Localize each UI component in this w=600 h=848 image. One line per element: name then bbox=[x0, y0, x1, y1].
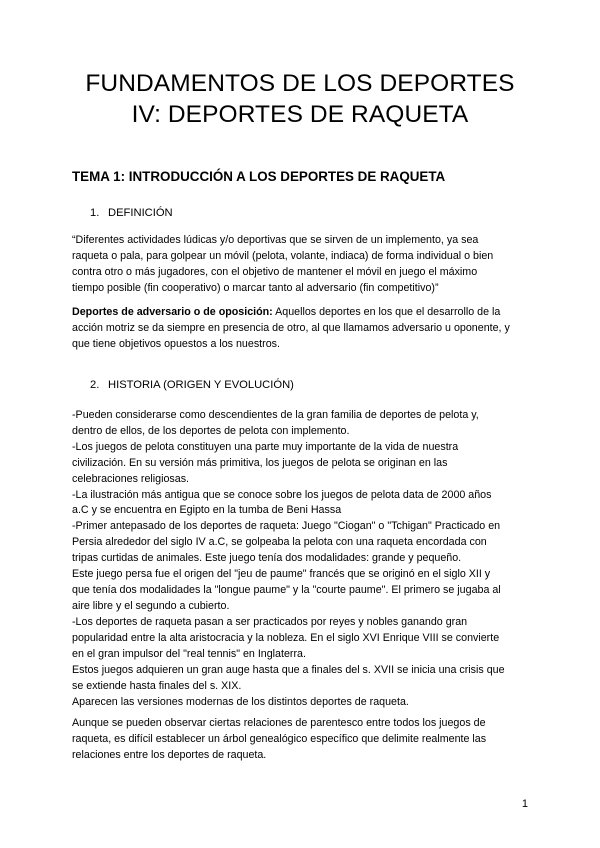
text-line: que tiene objetivos opuestos a los nuestros. bbox=[72, 337, 280, 350]
text-line: Persia alrededor del siglo IV a.C, se golpeaba la pelota con una raqueta encordada con bbox=[72, 536, 487, 549]
text-line: dentro de ellos, de los deportes de pelota con implemento. bbox=[72, 424, 350, 437]
historia-title: HISTORIA (ORIGEN Y EVOLUCIÓN) bbox=[108, 379, 294, 391]
text-line: acción motriz se da siempre en presencia de otro, al que llamamos adversario u oponente, y bbox=[72, 321, 510, 334]
text-line: raqueta, es difícil establecer un árbol genealógico específico que delimite realmente las bbox=[72, 732, 487, 745]
text-line: en el gran impulsor del "real tennis" en Inglaterra. bbox=[72, 647, 306, 660]
historia-heading bbox=[90, 378, 294, 393]
text-line: -Primer antepasado de los deportes de raqueta: Juego "Ciogan" o "Tchigan" Practicado en bbox=[72, 520, 501, 533]
historia-block-3 bbox=[72, 716, 542, 764]
text-line: Este juego persa fue el origen del "jeu de paume" francés que se originó en el siglo XII y bbox=[72, 568, 491, 581]
text-line: a.C y se encuentra en Egipto en la tumba de Beni Hassa bbox=[72, 504, 342, 517]
text-line: aire libre y el segundo a cubierto. bbox=[72, 599, 230, 612]
definicion-number: 1. bbox=[90, 207, 100, 219]
text-line: raqueta o pala, para golpear un móvil (pelota, volante, indiaca) de forma individual o bien bbox=[72, 249, 494, 262]
historia-number: 2. bbox=[90, 379, 100, 391]
definicion-heading bbox=[90, 206, 173, 221]
document-title bbox=[40, 68, 560, 130]
definicion-quote bbox=[72, 233, 542, 297]
tema-heading: TEMA 1: INTRODUCCIÓN A LOS DEPORTES DE RAQUETA bbox=[72, 169, 446, 184]
text-line: tiempo posible (fin cooperativo) o marcar tanto al adversario (fin competitivo)” bbox=[72, 281, 439, 294]
text-line: relaciones entre los deportes de raqueta. bbox=[72, 748, 267, 761]
text-line: “Diferentes actividades lúdicas y/o deportivas que se sirven de un implemento, ya sea bbox=[72, 234, 479, 246]
definicion-title: DEFINICIÓN bbox=[108, 207, 173, 219]
text-line: popularidad entre la alta aristocracia y la nobleza. En el siglo XVI Enrique VIII se convierte bbox=[72, 631, 500, 644]
text-line: Estos juegos adquieren un gran auge hasta que a finales del s. XVII se inicia una crisis que bbox=[72, 663, 505, 676]
adversario-text: Aquellos deportes en los que el desarrollo de la bbox=[272, 306, 501, 318]
text-line: -Los deportes de raqueta pasan a ser practicados por reyes y nobles ganando gran bbox=[72, 616, 468, 628]
text-line: -Pueden considerarse como descendientes de la gran familia de deportes de pelota y, bbox=[72, 409, 479, 421]
text-line: -Los juegos de pelota constituyen una parte muy importante de la vida de nuestra bbox=[72, 440, 459, 453]
title-line-2: IV: DEPORTES DE RAQUETA bbox=[131, 101, 469, 128]
text-line: civilización. En su versión más primitiva, los juegos de pelota se originan en las bbox=[72, 456, 448, 469]
text-line: se extiende hasta finales del s. XIX. bbox=[72, 679, 242, 692]
text-line: celebraciones religiosas. bbox=[72, 472, 190, 485]
text-line: que tenía dos modalidades la "longue paume" y la "courte paume". El primero se jugaba al bbox=[72, 583, 501, 596]
text-line: tripas curtidas de animales. Este juego tenía dos modalidades: grande y pequeño. bbox=[72, 552, 462, 565]
title-line-1: FUNDAMENTOS DE LOS DEPORTES bbox=[85, 70, 515, 97]
adversario-term: Deportes de adversario o de oposición: bbox=[72, 306, 273, 318]
text-line: Aparecen las versiones modernas de los distintos deportes de raqueta. bbox=[72, 695, 409, 708]
page-number: 1 bbox=[521, 798, 528, 810]
historia-block-2 bbox=[72, 615, 542, 710]
text-line: Aunque se pueden observar ciertas relaciones de parentesco entre todos los juegos de bbox=[72, 717, 486, 729]
historia-block-1 bbox=[72, 408, 542, 615]
text-line bbox=[72, 305, 542, 321]
text-line: -La ilustración más antigua que se conoce sobre los juegos de pelota data de 2000 años bbox=[72, 488, 492, 501]
text-line: contra otro o más jugadores, con el objetivo de mantener el móvil en juego el máximo bbox=[72, 265, 478, 278]
adversario-paragraph bbox=[72, 305, 542, 353]
